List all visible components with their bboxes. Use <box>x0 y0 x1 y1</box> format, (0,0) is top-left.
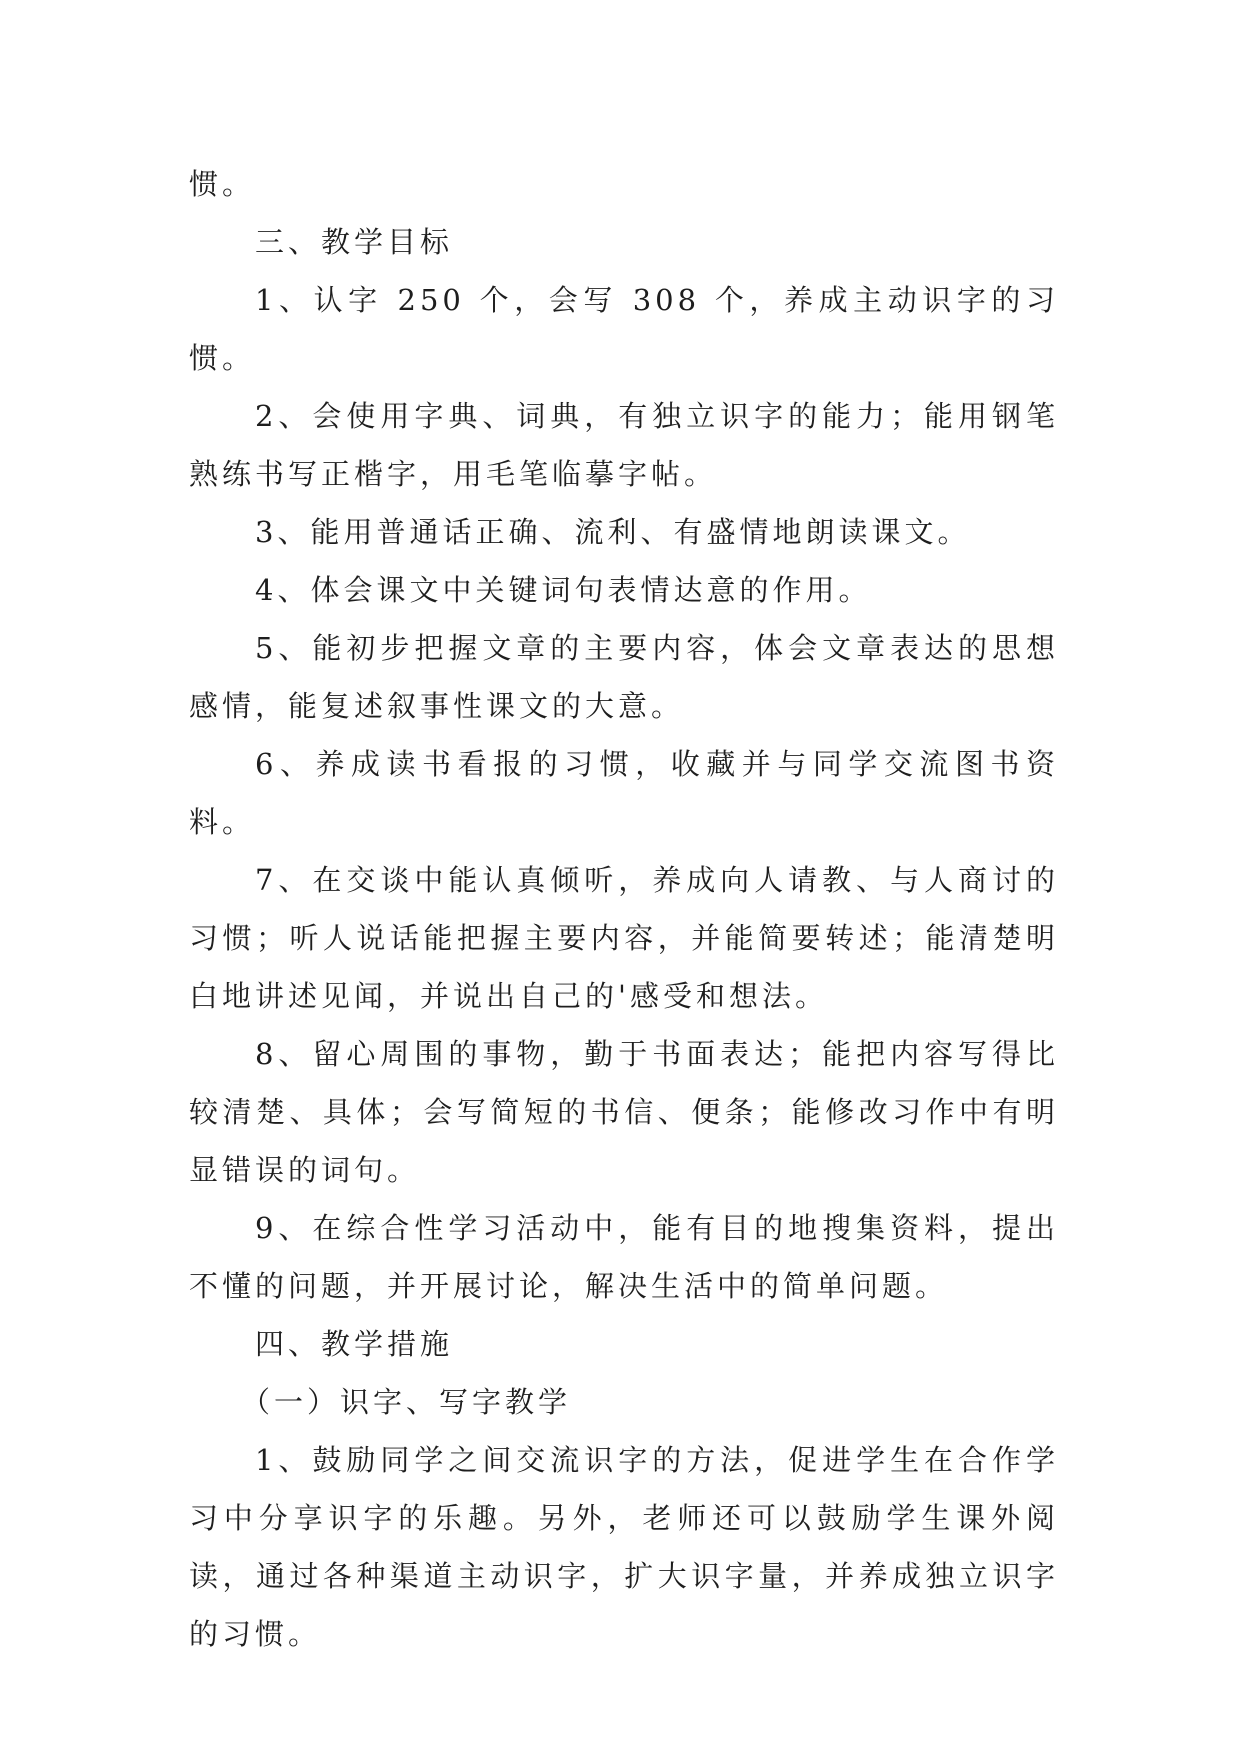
section-heading-teaching-measures: 四、教学措施 <box>255 1327 454 1361</box>
paragraph-continuation: 惯。 <box>189 167 256 201</box>
measure-item-1: 1、鼓励同学之间交流识字的方法，促进学生在合作学习中分享识字的乐趣。另外，老师还可以鼓励学生课外阅读，通过各种渠道主动识字，扩大识字量，并养成独立识字的习惯。 <box>189 1443 1059 1651</box>
document-body <box>189 155 1059 1663</box>
goal-item-5: 5、能初步把握文章的主要内容，体会文章表达的思想感情，能复述叙事性课文的大意。 <box>189 631 1059 723</box>
goal-item-6: 6、养成读书看报的习惯，收藏并与同学交流图书资料。 <box>189 747 1059 839</box>
goal-item-2: 2、会使用字典、词典，有独立识字的能力；能用钢笔熟练书写正楷字，用毛笔临摹字帖。 <box>189 399 1059 491</box>
goal-item-3: 3、能用普通话正确、流利、有盛情地朗读课文。 <box>255 515 971 549</box>
goal-item-9: 9、在综合性学习活动中，能有目的地搜集资料，提出不懂的问题，并开展讨论，解决生活中的简单问题。 <box>189 1211 1059 1303</box>
goal-item-7: 7、在交谈中能认真倾听，养成向人请教、与人商讨的习惯；听人说话能把握主要内容，并能简要转述；能清楚明白地讲述见闻，并说出自己的'感受和想法。 <box>189 863 1059 1013</box>
subsection-heading-literacy: （一）识字、写字教学 <box>241 1385 572 1419</box>
goal-item-4: 4、体会课文中关键词句表情达意的作用。 <box>255 573 872 607</box>
section-heading-teaching-goals: 三、教学目标 <box>255 225 454 259</box>
goal-item-1: 1、认字 250 个，会写 308 个，养成主动识字的习惯。 <box>189 283 1059 375</box>
goal-item-8: 8、留心周围的事物，勤于书面表达；能把内容写得比较清楚、具体；会写简短的书信、便条；能修改习作中有明显错误的词句。 <box>189 1037 1059 1187</box>
